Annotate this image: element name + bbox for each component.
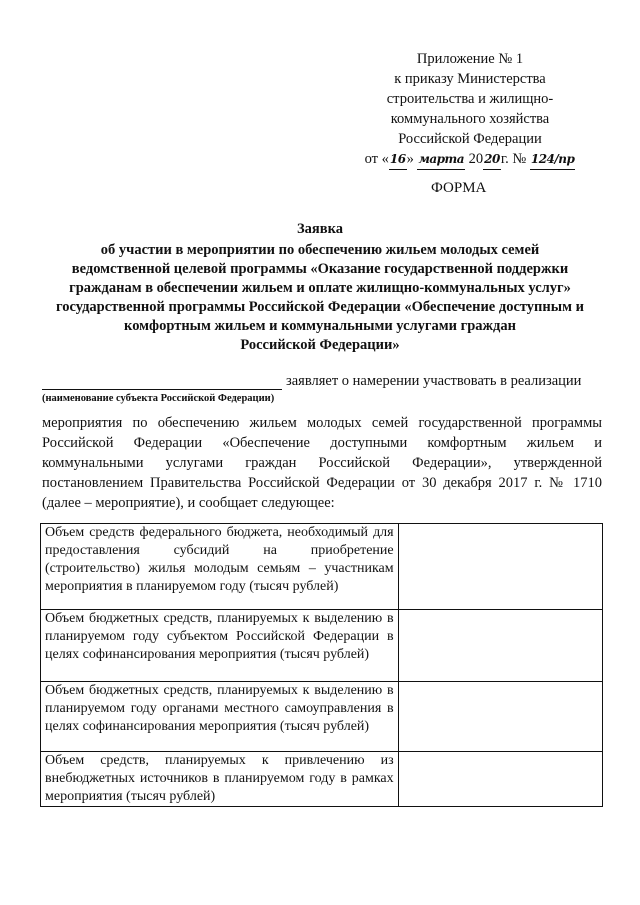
title-line: об участии в мероприятии по обеспечению жильем молодых семей — [100, 242, 540, 258]
table-row — [41, 682, 603, 752]
body-paragraph: мероприятия по обеспечению жильем молодых семей государственной программы Российской Федерации «Обеспечение доступными комфортным жильем и коммунальными услугами граждан Российской Федерации», утвержденной постановлением Правительства Российской Федерации от 30 декабря 2017 г. № 1710 (далее – мероприятие), и сообщает следующее: — [42, 415, 602, 511]
row-label: Объем средств, планируемых к привлечению из внебюджетных источников в планируемом году в рамках мероприятия (тысяч рублей) — [41, 752, 399, 807]
row-value — [398, 752, 602, 807]
order-day: 16 — [389, 149, 407, 170]
appendix-line: к приказу Министерства — [394, 71, 546, 87]
appendix-header — [340, 49, 600, 170]
row-label: Объем бюджетных средств, планируемых к выделению в планируемом году субъектом Российской Федерации в целях софинансирования мероприятия (тысяч рублей) — [41, 610, 399, 682]
order-year-suffix: 20 — [483, 149, 501, 170]
order-reference — [340, 149, 600, 170]
order-number: 124/пр — [530, 149, 576, 170]
row-label: Объем бюджетных средств, планируемых к выделению в планируемом году органами местного самоуправления в целях софинансирования мероприятия (тысяч рублей) — [41, 682, 399, 752]
subject-row — [42, 373, 602, 393]
order-month: марта — [417, 149, 465, 170]
table-row — [41, 524, 603, 610]
funding-table — [40, 523, 603, 807]
title-line: комфортным жильем и коммунальными услугами граждан — [124, 318, 516, 334]
appendix-line: Приложение № 1 — [416, 51, 524, 67]
title-heading: Заявка — [297, 221, 343, 237]
date-close-quote: » — [406, 151, 414, 167]
year-label: г. № — [500, 151, 527, 167]
subject-statement: заявляет о намерении участвовать в реализации — [286, 373, 582, 389]
row-label: Объем средств федерального бюджета, необходимый для предоставления субсидий на приобретение (строительство) жилья молодым семьям – участникам мероприятия в планируемом году (тысяч рублей) — [41, 524, 399, 610]
appendix-line: строительства и жилищно- — [386, 91, 554, 107]
title-line: государственной программы Российской Федерации «Обеспечение доступным и — [56, 299, 584, 315]
title-line: гражданам в обеспечении жильем и оплате жилищно-коммунальных услуг» — [69, 280, 571, 296]
table-row — [41, 752, 603, 807]
year-prefix: 20 — [468, 151, 484, 167]
subject-name-blank — [42, 389, 282, 390]
date-prefix: от « — [364, 151, 389, 167]
form-label: ФОРМА — [431, 180, 487, 196]
title-line: Российской Федерации» — [240, 337, 400, 353]
table-row — [41, 610, 603, 682]
row-value — [398, 610, 602, 682]
application-title — [40, 220, 600, 355]
row-value — [398, 682, 602, 752]
title-line: ведомственной целевой программы «Оказание государственной поддержки — [71, 261, 569, 277]
appendix-line: коммунального хозяйства — [390, 111, 550, 127]
subject-caption: (наименование субъекта Российской Федерации) — [42, 393, 275, 404]
row-value — [398, 524, 602, 610]
appendix-line: Российской Федерации — [398, 131, 542, 147]
